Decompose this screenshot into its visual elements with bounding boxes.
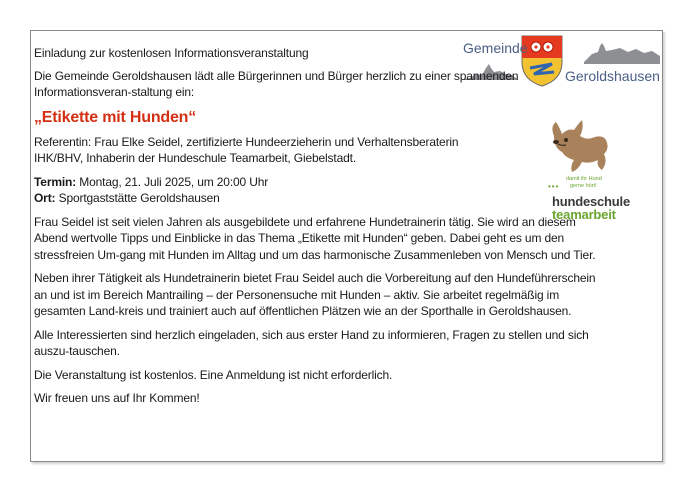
hundeschule-name: hundeschule (552, 194, 630, 209)
ort-label: Ort: (34, 191, 56, 205)
event-title: „Etikette mit Hunden“ (34, 108, 197, 126)
gemeinde-label: Gemeinde (463, 40, 528, 56)
intro-paragraph: Die Gemeinde Geroldshausen lädt alle Bürgerinnen und Bürger herzlich zu einer spannenden Informationsveran-staltung ein: (34, 68, 519, 99)
paragraph-1: Frau Seidel ist seit vielen Jahren als ausgebildete und erfahrene Hundetrainerin tätig. Sie wird an diesem Abend wertvolle Tipps und Einblicke in das Thema „Etikette mit Hunden“ geben. Dabei geht es um den stressfreien Um-gang mit Hunden im Alltag und um das harmonische Zusammenleben von Mensch und Tier. (34, 214, 596, 262)
closing-line: Wir freuen uns auf Ihr Kommen! (34, 391, 200, 405)
paragraph-2: Neben ihrer Tätigkeit als Hundetrainerin bietet Frau Seidel auch die Vorbereitung auf den Hundeführerschein an und ist im Bereich Mantrailing – der Personensuche mit Hunden – aktiv. Sie arbeitet regelmäßig im gesamten Land-kreis und trainiert auch auf öffentlichen Plätzen wie an der Sporthalle in Geroldshausen. (34, 271, 596, 318)
letter-body (34, 45, 604, 414)
teamarbeit-name: teamarbeit (552, 207, 616, 222)
document-heading: Einladung zur kostenlosen Informationsveranstaltung (34, 46, 309, 60)
termin-ort-block (34, 174, 604, 207)
ort-value: Sportgaststätte Geroldshausen (55, 191, 220, 205)
paragraph-3: Alle Interessierten sind herzlich eingeladen, sich aus erster Hand zu informieren, Fragen zu stellen und sich auszu-tauschen. (34, 327, 589, 358)
referent-paragraph: Referentin: Frau Elke Seidel, zertifizierte Hundeerzieherin und Verhaltensberaterin IHK/BHV, Inhaberin der Hundeschule Teamarbeit, Giebelstadt. (34, 134, 459, 165)
hundeschule-tagline: damit ihr Hund gerne hört! (566, 176, 602, 189)
dots-icon: ••• (548, 182, 560, 191)
paragraph-4: Die Veranstaltung ist kostenlos. Eine Anmeldung ist nicht erforderlich. (34, 367, 393, 382)
termin-value: Montag, 21. Juli 2025, um 20:00 Uhr (76, 174, 269, 189)
town-name-label: Geroldshausen (565, 68, 660, 84)
termin-label: Termin: (34, 174, 77, 189)
